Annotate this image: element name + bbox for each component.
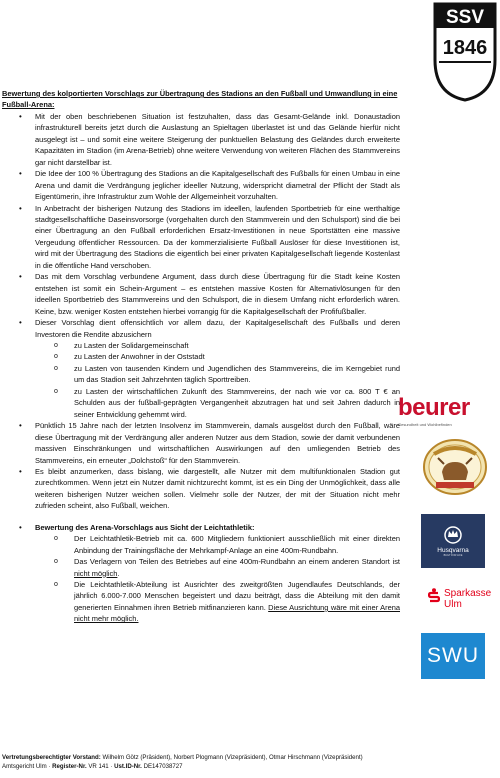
list-item-text: Dieser Vorschlag dient offensichtlich vor allem dazu, der Kapitalgesellschaft des Fußballs und deren Investoren die Rendite abzusichern — [35, 318, 400, 339]
sub-list — [35, 340, 400, 420]
sub-list-item: o zu Lasten der Solidargemeinschaft — [35, 340, 400, 351]
footer-register-number: VR 141 · — [86, 762, 115, 770]
beurer-wordmark: beurer — [398, 394, 470, 421]
gold-ochsen-logo — [422, 438, 488, 496]
ssv-1846-crest-logo — [433, 2, 497, 102]
footer-ust-number: DE147038727 — [141, 762, 183, 770]
text-span: . — [117, 568, 120, 578]
list-item: • Das mit dem Vorschlag verbundene Argument, dass durch diese Übertragung für die Stadt keine Kosten entstehen ist somit ein Schein-Argument – es entstehen massive Kosten für Alternativlösungen für den ideellen Sportbetrieb des Stammvereins und den Schulsport, die in diesem Umfang nicht erforderlich wären. Keine, bzw. weniger Kosten entstehen hierbei vorrangig für die Kapitalgesellschaft der Profifußballer. — [2, 271, 400, 317]
husqvarna-crown-icon — [443, 525, 463, 545]
footer-board-text: Wilhelm Götz (Präsident), Norbert Plogmann (Vizepräsident), Otmar Hirschmann (Vizepräsident) — [100, 754, 363, 761]
sub-list-item — [35, 579, 400, 625]
svg-text:SSV: SSV — [445, 7, 485, 28]
sparkasse-s-icon — [428, 588, 440, 604]
underlined-text: nicht möglich — [74, 568, 118, 578]
footer — [2, 754, 500, 771]
sparkasse-name: Sparkasse — [444, 588, 492, 599]
beurer-tagline: Gesundheit und Wohlbefinden — [398, 422, 452, 427]
list-item: • In Anbetracht der bisherigen Nutzung des Stadions im ideellen, laufenden Sportbetrieb für eine werthaltige stadtgesellschaftliche Daseinsvorsorge (vorgehalten durch den Stammverein und den Schulsport) sind die bei einer Übertragung an den Fußball erforderlichen Ersatz-Investitionen in neue Sportstätten eine massive Vergeudung öffentlicher Ressourcen. Da der kommerzialisierte Fußball Auslöser für diese Investitionen ist, wird mit der Übertragung des Stadions die eigentlich bei einer privaten Kapitalgesellschaft liegende Kostenlast in die öffentliche Hand verschoben. — [2, 203, 400, 272]
sub-list — [35, 533, 400, 625]
sub-list-item: o zu Lasten von tausenden Kindern und Jugendlichen des Stammvereins, die im Kerngebiet rund um das Stadion seit Jahrzehnten täglich Sporttreiben. — [35, 363, 400, 386]
list-item: • Es bleibt anzumerken, dass bislang, wie dargestellt, alle Nutzer mit dem multifunktionalen Stadion gut zurechtkommen. Wenn jetzt ein Nutzer damit nichtzurecht kommt, ist es ein Ding der Unmöglichkeit, dass alle weiteren bisherigen Nutzer weichen sollen. Vielmehr solle der Nutzer, der mit der Situation nicht mehr zufrieden scheint, also Fußball, weichen. — [2, 466, 400, 512]
footer-register-label: Register-Nr. — [52, 762, 87, 770]
list-item: • Pünktlich 15 Jahre nach der letzten Insolvenz im Stammverein, damals ausgelöst durch den Fußball, wäre diese Übertragung mit der Verdrängung aller anderen Nutzer aus dem Stadion, sowie der damit verbundenen massiven Einschränkungen und wirtschaftlichen Auswirkungen auf den umliegenden Betrieb des Stammvereins, ein erneuter „Dolchstoß“ für den Stammverein. — [2, 420, 400, 466]
svg-text:1846: 1846 — [442, 37, 488, 59]
main-content — [2, 88, 400, 625]
section1-heading: Bewertung des kolportierten Vorschlags zur Übertragung des Stadions an den Fußball und Umwandlung in eine Fußball-Arena: — [2, 89, 398, 110]
sub-list-item: o zu Lasten der wirtschaftlichen Zukunft des Stammvereins, der nach wie vor ca. 800 T € an Schulden aus der fußball-geprägten Vergangenheit abzutragen hat und seit Jahren dadurch in seiner Entwicklung gehemmt wird. — [35, 386, 400, 420]
list-item — [2, 317, 400, 420]
sub-list-item: o Der Leichtathletik-Betrieb mit ca. 600 Mitgliedern funktioniert ausschließlich mit einer direkten Anbindung der Trainingsfläche der Mehrkampf-Anlage an eine 400m-Rundbahn. — [35, 533, 400, 556]
footer-ust-label: Ust.ID-Nr. — [114, 762, 142, 770]
sparkasse-ulm-logo — [428, 588, 500, 610]
sub-list-item — [35, 556, 400, 579]
footer-line-register — [2, 763, 500, 772]
husqvarna-subline: BUILT FOR LIFE — [443, 554, 463, 557]
list-item: • Die Idee der 100 % Übertragung des Stadions an die Kapitalgesellschaft des Fußballs für einen Umbau in eine Arena und damit die Verdrängung jeglicher ideeller Nutzung, widerspricht diametral der Pflicht der Stadt als Eigentümerin, ihre Infrastruktur zum Wohle der Allgemeinheit vorzuhalten. — [2, 168, 400, 202]
text-span: Die Leichtathletik-Abteilung ist Ausrichter des zweitgrößten Jugendlaufes Deutschlands, der jährlich 6.000-7.000 Menschen begeistert und dazu beiträgt, dass die Abteilung mit den damit generierten Einnahmen ihren Betrieb mitfinanzieren kann. — [74, 580, 400, 612]
footer-line-board — [2, 754, 500, 763]
list-item: • Mit der oben beschriebenen Situation ist festzuhalten, dass das Gesamt-Gelände inkl. Donaustadion infrastrukturell bereits jetzt durch die Auslastung an Spieltagen überlastet ist und das Gelände hierfür nicht ausgelegt ist – und somit eine weitere Steigerung der punktuellen Belastung des Geländes durch erweiterte Kapazitäten im Stadion (im Arena-Betrieb) ohne weitere Verwendung von weiteren Flächen des Stammvereins gar nicht darstellbar ist. — [2, 111, 400, 168]
husqvarna-wordmark: Husqvarna — [437, 547, 469, 554]
section1-bullet-list — [2, 111, 400, 512]
footer-court: Amtsgericht Ulm · — [2, 762, 53, 770]
list-item — [2, 522, 400, 625]
section2-bullet-list — [2, 522, 400, 625]
swu-logo: SWU — [421, 633, 485, 679]
section2-title: Bewertung des Arena-Vorschlags aus Sicht der Leichtathletik: — [35, 522, 255, 532]
section2 — [2, 522, 400, 625]
footer-board-label: Vertretungsberechtigter Vorstand: — [2, 754, 101, 761]
underlined-text: Diese Ausrichtung wäre mit einer Arena nicht mehr möglich. — [74, 602, 400, 624]
sparkasse-city: Ulm — [444, 599, 462, 610]
text-span: Das Verlagern von Teilen des Betriebes auf eine 400m-Rundbahn an einem anderen Standort ist — [74, 557, 400, 567]
husqvarna-logo — [421, 514, 485, 568]
sub-list-item: o zu Lasten der Anwohner in der Oststadt — [35, 351, 400, 362]
beurer-logo — [398, 396, 498, 427]
